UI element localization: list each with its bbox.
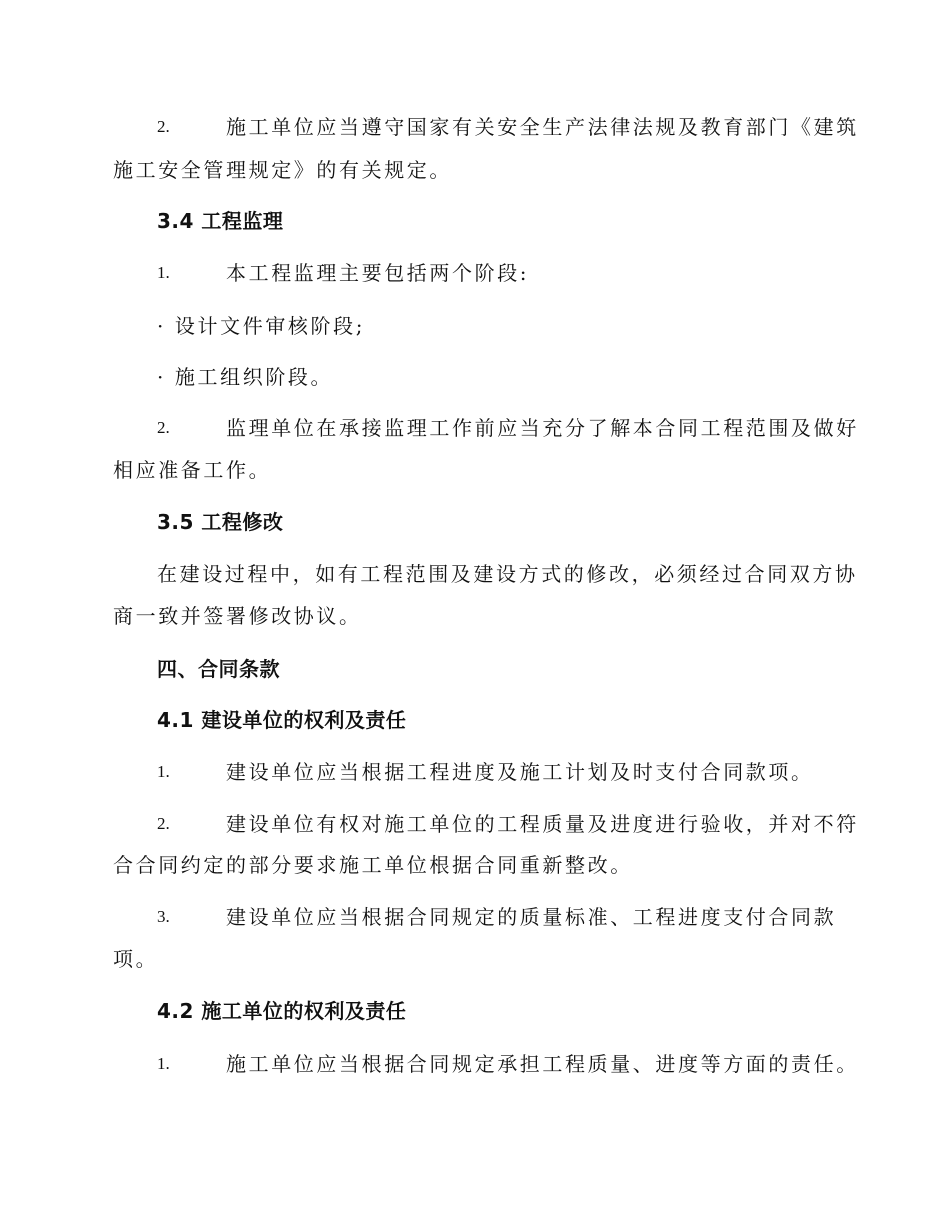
paragraph-line: 建设单位应当根据合同规定的质量标准、工程进度支付合同款 xyxy=(226,905,837,929)
paragraph-line: 施工单位应当根据合同规定承担工程质量、进度等方面的责任。 xyxy=(226,1052,859,1076)
list-number: 1. xyxy=(157,762,170,781)
paragraph-line: 合合同约定的部分要求施工单位根据合同重新整改。 xyxy=(113,853,633,877)
list-number: 1. xyxy=(157,1054,170,1073)
paragraph-line: 施工单位应当遵守国家有关安全生产法律法规及教育部门《建筑 xyxy=(226,115,859,139)
list-number: 2. xyxy=(157,814,170,833)
paragraph-line: 建设单位应当根据工程进度及施工计划及时支付合同款项。 xyxy=(226,760,814,784)
section-heading: 4.1 建设单位的权利及责任 xyxy=(157,708,407,732)
bullet-item: · 施工组织阶段。 xyxy=(157,365,334,389)
list-number: 2. xyxy=(157,418,170,437)
paragraph-line: 本工程监理主要包括两个阶段: xyxy=(226,261,530,285)
paragraph-line: 相应准备工作。 xyxy=(113,458,272,482)
paragraph-line: 建设单位有权对施工单位的工程质量及进度进行验收，并对不符 xyxy=(226,812,859,836)
section-heading: 3.5 工程修改 xyxy=(157,510,284,534)
section-heading: 4.2 施工单位的权利及责任 xyxy=(157,999,407,1023)
chapter-heading: 四、合同条款 xyxy=(157,657,280,681)
paragraph-line: 监理单位在承接监理工作前应当充分了解本合同工程范围及做好 xyxy=(226,416,859,440)
paragraph-line: 在建设过程中，如有工程范围及建设方式的修改，必须经过合同双方协 xyxy=(157,562,858,586)
paragraph-line: 商一致并签署修改协议。 xyxy=(113,604,362,628)
paragraph-line: 施工安全管理规定》的有关规定。 xyxy=(113,158,452,182)
list-number: 3. xyxy=(157,907,170,926)
section-heading: 3.4 工程监理 xyxy=(157,209,284,233)
list-number: 2. xyxy=(157,117,170,136)
list-number: 1. xyxy=(157,263,170,282)
bullet-item: · 设计文件审核阶段; xyxy=(157,314,366,338)
paragraph-line: 项。 xyxy=(113,947,159,971)
